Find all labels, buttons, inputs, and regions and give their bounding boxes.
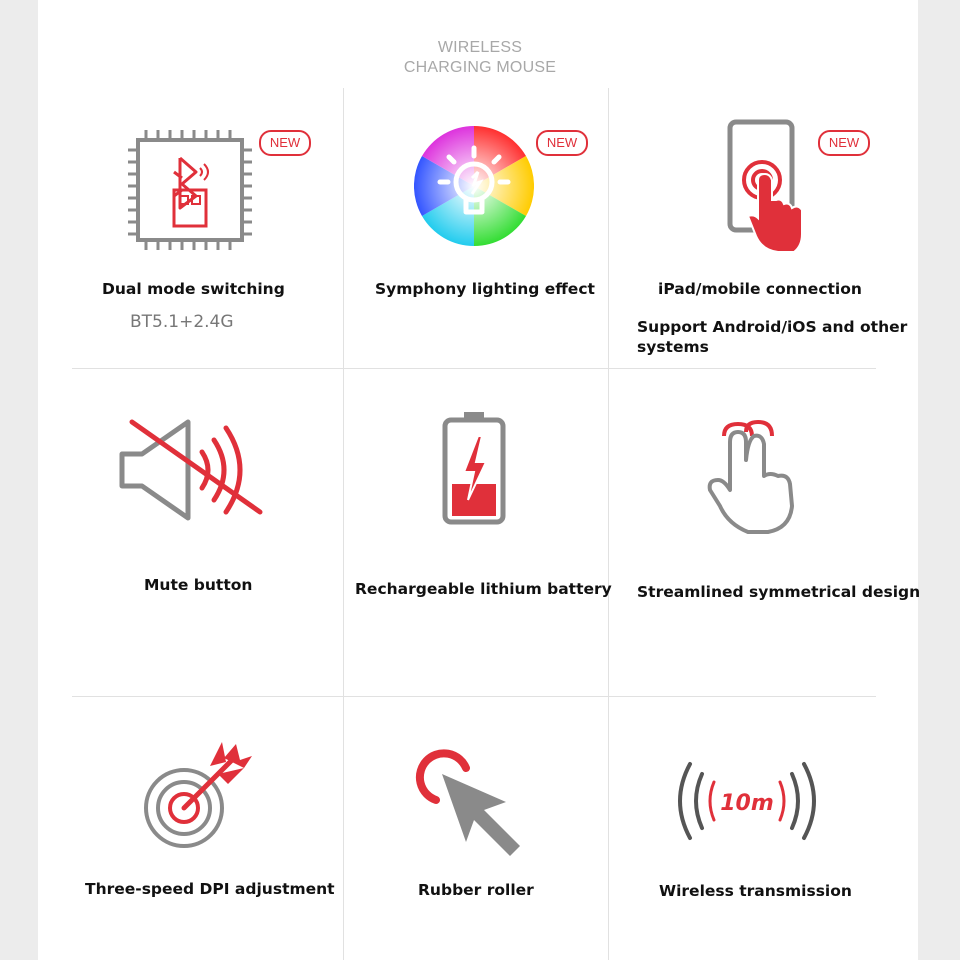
grid-divider <box>343 88 344 960</box>
feature-label-mobile: iPad/mobile connection <box>658 280 862 298</box>
battery-charging-icon <box>440 410 508 526</box>
rgb-bulb-icon <box>414 126 534 246</box>
feature-label-battery: Rechargeable lithium battery <box>355 580 612 598</box>
wireless-10m-icon <box>676 758 818 844</box>
feature-label-design: Streamlined symmetrical design <box>637 583 921 601</box>
chip-bluetooth-icon <box>124 128 252 252</box>
feature-label-lighting: Symphony lighting effect <box>375 280 595 298</box>
feature-sub-dual-mode: BT5.1+2.4G <box>130 312 234 332</box>
feature-sub-mobile: Support Android/iOS and other systems <box>637 318 908 356</box>
feature-label-dpi: Three-speed DPI adjustment <box>85 880 335 898</box>
feature-label-roller: Rubber roller <box>418 881 534 899</box>
new-badge: NEW <box>536 130 588 156</box>
title-line-2: CHARGING MOUSE <box>403 59 557 76</box>
page-title <box>0 38 960 78</box>
phone-touch-icon <box>726 118 806 256</box>
feature-label-wireless: Wireless transmission <box>659 882 852 900</box>
grid-divider <box>72 696 876 697</box>
grid-divider <box>608 88 609 960</box>
grid-divider <box>72 368 876 369</box>
cursor-roller-icon <box>412 744 528 860</box>
target-arrow-icon <box>140 738 256 850</box>
two-finger-hand-icon <box>706 420 798 536</box>
range-text: 10m <box>720 791 774 816</box>
title-line-1: WIRELESS <box>437 39 523 56</box>
mute-speaker-icon <box>118 418 264 522</box>
feature-label-mute: Mute button <box>144 576 253 594</box>
new-badge: NEW <box>818 130 870 156</box>
feature-label-dual-mode: Dual mode switching <box>102 280 285 298</box>
new-badge: NEW <box>259 130 311 156</box>
